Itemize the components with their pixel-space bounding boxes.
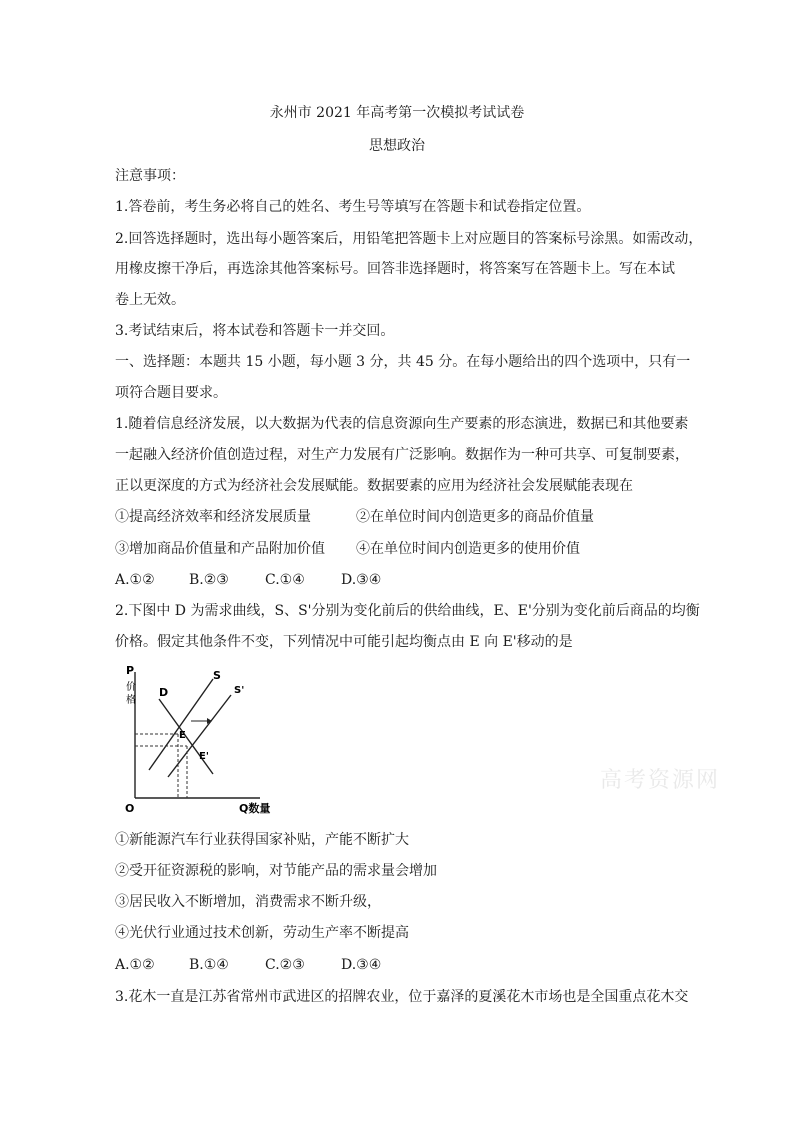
note-item-1: 1.答卷前，考生务必将自己的姓名、考生号等填写在答题卡和试卷指定位置。: [115, 199, 591, 215]
q1-stem-line-3: 正以更深度的方式为经济社会发展赋能。数据要素的应用为经济社会发展赋能表现在: [115, 478, 633, 494]
q1-option-1: ①提高经济效率和经济发展质量: [115, 509, 311, 525]
q1-choice-a: A.①②: [115, 572, 155, 588]
q1-choice-c: C.①④: [265, 572, 305, 588]
q2-choice-c: C.②③: [265, 957, 305, 973]
section-heading-line-2: 项符合题目要求。: [115, 385, 227, 401]
q1-option-3: ③增加商品价值量和产品附加价值: [115, 541, 325, 557]
q2-option-2: ②受开征资源税的影响，对节能产品的需求量会增加: [115, 863, 437, 879]
exam-subject: 思想政治: [369, 138, 425, 154]
supply-demand-graph: [125, 662, 285, 821]
section-heading-line-1: 一、选择题：本题共 15 小题，每小题 3 分，共 45 分。在每小题给出的四个选项中，只有一: [115, 354, 691, 370]
exam-title: 永州市 2021 年高考第一次模拟考试试卷: [269, 105, 525, 121]
note-item-2-line-1: 2.回答选择题时，选出每小题答案后，用铅笔把答题卡上对应题目的答案标号涂黑。如需改动，: [115, 231, 703, 247]
notes-heading: 注意事项：: [115, 168, 185, 184]
q2-choice-b: B.①④: [189, 957, 229, 973]
q3-stem-line-1: 3.花木一直是江苏省常州市武进区的招牌农业，位于嘉泽的夏溪花木市场也是全国重点花木交: [115, 989, 689, 1005]
q1-choice-d: D.③④: [341, 572, 382, 588]
eq-new-label: E': [199, 751, 209, 762]
y-axis-label-2: 格: [126, 695, 136, 706]
p-axis-label: P: [126, 664, 135, 677]
demand-label: D: [159, 686, 169, 699]
supply-new-label: S': [234, 685, 245, 696]
q2-option-1: ①新能源汽车行业获得国家补贴，产能不断扩大: [115, 832, 409, 848]
q2-choice-a: A.①②: [115, 957, 155, 973]
demand-curve: [159, 699, 213, 774]
q2-option-4: ④光伏行业通过技术创新，劳动生产率不断提高: [115, 925, 409, 941]
q1-choice-b: B.②③: [189, 572, 229, 588]
q1-stem-line-1: 1.随着信息经济发展，以大数据为代表的信息资源向生产要素的形态演进，数据已和其他要素: [115, 416, 689, 432]
x-axis-label: Q数量: [239, 802, 271, 815]
q1-option-4: ④在单位时间内创造更多的使用价值: [356, 541, 580, 557]
supply-new-curve: [168, 695, 231, 777]
q2-stem-line-1: 2.下图中 D 为需求曲线，S、S'分别为变化前后的供给曲线，E、E'分别为变化前后商品的均衡: [115, 603, 700, 619]
eq-label: E: [179, 730, 186, 741]
q1-option-2: ②在单位时间内创造更多的商品价值量: [356, 509, 594, 525]
watermark: 高考资源网: [600, 768, 721, 793]
q1-stem-line-2: 一起融入经济价值创造过程，对生产力发展有广泛影响。数据作为一种可共享、可复制要素，: [115, 447, 689, 463]
q2-choice-d: D.③④: [341, 957, 382, 973]
supply-label: S: [213, 669, 221, 682]
q2-stem-line-2: 价格。假定其他条件不变，下列情况中可能引起均衡点由 E 向 E'移动的是: [115, 634, 573, 650]
y-axis-label-1: 价: [126, 682, 136, 693]
origin-label: O: [125, 802, 135, 815]
note-item-2-line-3: 卷上无效。: [115, 292, 185, 308]
note-item-2-line-2: 用橡皮擦干净后，再选涂其他答案标号。回答非选择题时，将答案写在答题卡上。写在本试: [115, 261, 675, 277]
q2-option-3: ③居民收入不断增加，消费需求不断升级，: [115, 894, 381, 910]
note-item-3: 3.考试结束后，将本试卷和答题卡一并交回。: [115, 323, 395, 339]
